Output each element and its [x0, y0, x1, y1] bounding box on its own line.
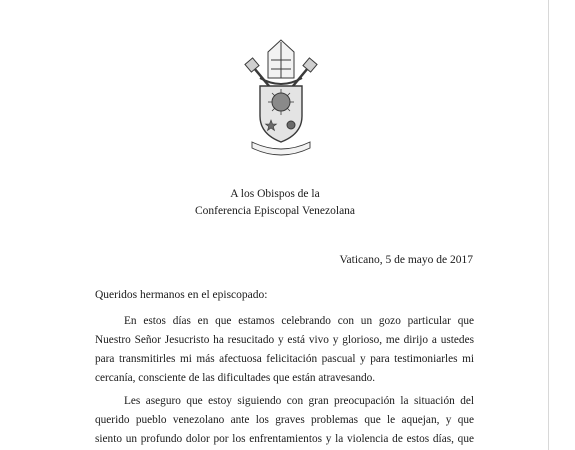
letter-date: Vaticano, 5 de mayo de 2017: [339, 254, 473, 266]
paragraph-line: querido pueblo venezolano ante los graves problemas que le aquejan, y que: [95, 414, 474, 426]
letter-paragraph: [95, 312, 474, 388]
paragraph-line: para transmitirles mi más afectuosa felicitación pascual y para testimoniarles mi: [95, 353, 474, 365]
page-edge: [548, 0, 549, 450]
paragraph-line: cercanía, consciente de las dificultades que están atravesando.: [95, 372, 376, 384]
salutation: Queridos hermanos en el episcopado:: [95, 289, 268, 301]
paragraph-line: En estos días en que estamos celebrando con un gozo particular que: [124, 315, 474, 327]
addressee-line: Conferencia Episcopal Venezolana: [194, 205, 356, 217]
paragraph-line: Nuestro Señor Jesucristo ha resucitado y está vivo y glorioso, me dirijo a ustedes: [95, 334, 474, 346]
letter-paragraph: [95, 392, 474, 449]
paragraph-line: siento un profundo dolor por los enfrentamientos y la violencia de estos días, que: [95, 433, 474, 445]
papal-coat-of-arms-icon: [238, 38, 324, 156]
paragraph-line: Les aseguro que estoy siguiendo con gran preocupación la situación del: [124, 395, 474, 407]
addressee-line: A los Obispos de la: [230, 188, 320, 200]
